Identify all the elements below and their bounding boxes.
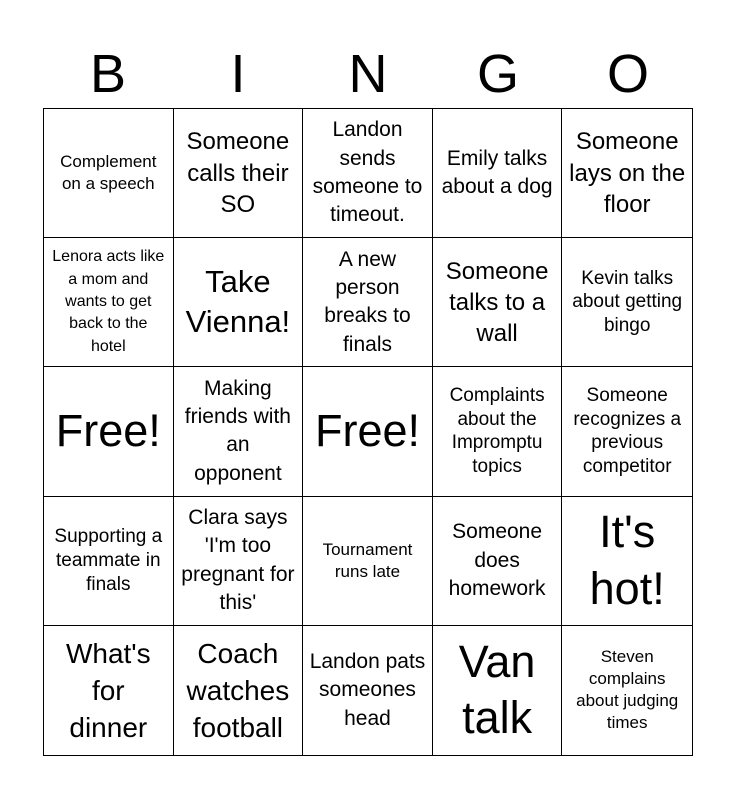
bingo-cell[interactable]: Someone talks to a wall (433, 238, 563, 367)
bingo-cell[interactable]: Steven complains about judging times (576, 647, 679, 733)
bingo-cell[interactable]: Making friends with an opponent (174, 367, 304, 496)
bingo-cell[interactable]: Someone lays on the floor (562, 109, 692, 238)
bingo-cell[interactable]: Clara says 'I'm too pregnant for this' (174, 497, 304, 626)
bingo-cell[interactable]: Someone calls their SO (174, 109, 304, 238)
bingo-cell[interactable]: Kevin talks about getting bingo (562, 238, 692, 367)
bingo-cell[interactable]: Take Vienna! (174, 238, 304, 367)
bingo-cell[interactable]: Supporting a teammate in finals (44, 497, 174, 626)
bingo-header (43, 40, 693, 108)
header-letter-n: N (348, 44, 388, 104)
bingo-cell[interactable]: Emily talks about a dog (433, 109, 563, 238)
bingo-cell[interactable]: Lenora acts like a mom and wants to get back to the hotel (44, 238, 174, 367)
bingo-cell[interactable]: Landon sends someone to timeout. (303, 109, 433, 238)
bingo-cell[interactable]: It's hot! (562, 497, 692, 626)
bingo-cell[interactable]: Complaints about the Impromptu topics (433, 367, 563, 496)
bingo-cell[interactable]: Complement on a speech (44, 109, 174, 238)
header-letter-i: I (230, 44, 246, 104)
bingo-cell[interactable]: Someone does homework (433, 497, 563, 626)
bingo-cell[interactable]: What's for dinner (44, 626, 174, 755)
header-letter-g: G (476, 44, 519, 104)
bingo-cell[interactable]: Van talk (433, 626, 563, 755)
bingo-cell-free[interactable]: Free! (44, 367, 174, 496)
bingo-cell[interactable]: Tournament runs late (303, 497, 433, 626)
bingo-cell[interactable]: A new person breaks to finals (303, 238, 433, 367)
bingo-cell[interactable]: Landon pats someones head (303, 626, 433, 755)
bingo-cell[interactable]: Someone recognizes a previous competitor (562, 367, 692, 496)
header-letter-b: B (89, 44, 127, 104)
header-letter-o: O (606, 44, 649, 104)
bingo-cell[interactable]: Coach watches football (174, 626, 304, 755)
bingo-cell-free[interactable]: Free! (303, 367, 433, 496)
bingo-board (43, 108, 693, 756)
